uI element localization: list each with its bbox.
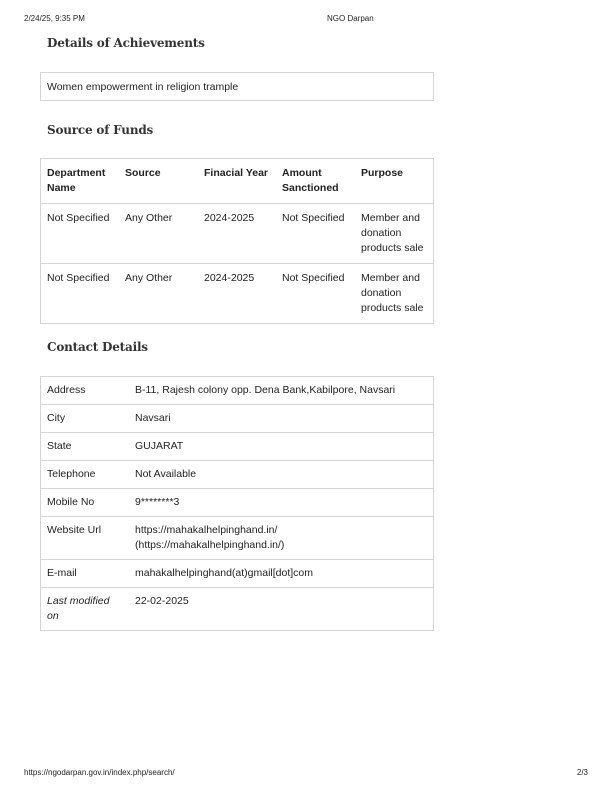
column-header: Purpose [355, 159, 433, 204]
funds-title: Source of Funds [47, 123, 154, 137]
funds-table [41, 159, 433, 323]
contact-row-city [41, 405, 433, 433]
funds-header-row [41, 159, 433, 204]
page-number: 2/3 [576, 768, 588, 777]
table-row [41, 204, 433, 264]
website-link[interactable]: https://mahakalhelpinghand.in/ [135, 524, 278, 536]
contact-row-telephone [41, 461, 433, 489]
print-datetime: 2/24/25, 9:35 PM [24, 14, 85, 23]
email-value: mahakalhelpinghand(at)gmail[dot]com [129, 560, 433, 588]
contact-title: Contact Details [47, 340, 148, 354]
contact-row-mobile [41, 489, 433, 517]
contact-table-box [40, 376, 434, 631]
city-label: City [41, 405, 129, 433]
achievements-box [40, 72, 434, 101]
contact-row-modified [41, 588, 433, 631]
telephone-label: Telephone [41, 461, 129, 489]
website-link-url: (https://mahakalhelpinghand.in/) [135, 539, 285, 551]
telephone-value: Not Available [129, 461, 433, 489]
contact-row-address [41, 377, 433, 405]
modified-value: 22-02-2025 [129, 588, 433, 631]
print-url: https://ngodarpan.gov.in/index.php/search/ [24, 768, 175, 777]
contact-row-state [41, 433, 433, 461]
print-site-title: NGO Darpan [327, 14, 374, 23]
funds-table-box [40, 158, 434, 324]
table-cell: 2024-2025 [204, 212, 255, 224]
table-cell: Member and donation products sale [361, 212, 424, 254]
column-header: Department Name [41, 159, 119, 204]
achievements-text: Women empowerment in religion trample [47, 81, 239, 93]
contact-table [41, 377, 433, 630]
mobile-value: 9********3 [129, 489, 433, 517]
table-cell: Not Specified [276, 264, 355, 324]
table-cell: Not Specified [41, 264, 119, 324]
email-label: E-mail [41, 560, 129, 588]
table-cell: Not Specified [282, 212, 345, 224]
address-value: B-11, Rajesh colony opp. Dena Bank,Kabilpore, Navsari [135, 384, 396, 396]
achievements-title: Details of Achievements [47, 36, 205, 50]
state-value: GUJARAT [129, 433, 433, 461]
address-label: Address [47, 384, 86, 396]
table-cell: Any Other [119, 264, 198, 324]
table-cell: Any Other [125, 212, 173, 224]
table-row [41, 264, 433, 324]
contact-row-email [41, 560, 433, 588]
modified-label: Last modified on [41, 588, 129, 631]
website-value [129, 517, 433, 560]
column-header: Amount Sanctioned [276, 159, 355, 204]
table-cell: Member and donation products sale [355, 264, 433, 324]
table-cell: Not Specified [47, 212, 110, 224]
contact-row-website [41, 517, 433, 560]
state-label: State [41, 433, 129, 461]
column-header: Finacial Year [198, 159, 276, 204]
website-label: Website Url [41, 517, 129, 560]
column-header: Source [119, 159, 198, 204]
table-cell: 2024-2025 [198, 264, 276, 324]
mobile-label: Mobile No [41, 489, 129, 517]
city-value: Navsari [129, 405, 433, 433]
